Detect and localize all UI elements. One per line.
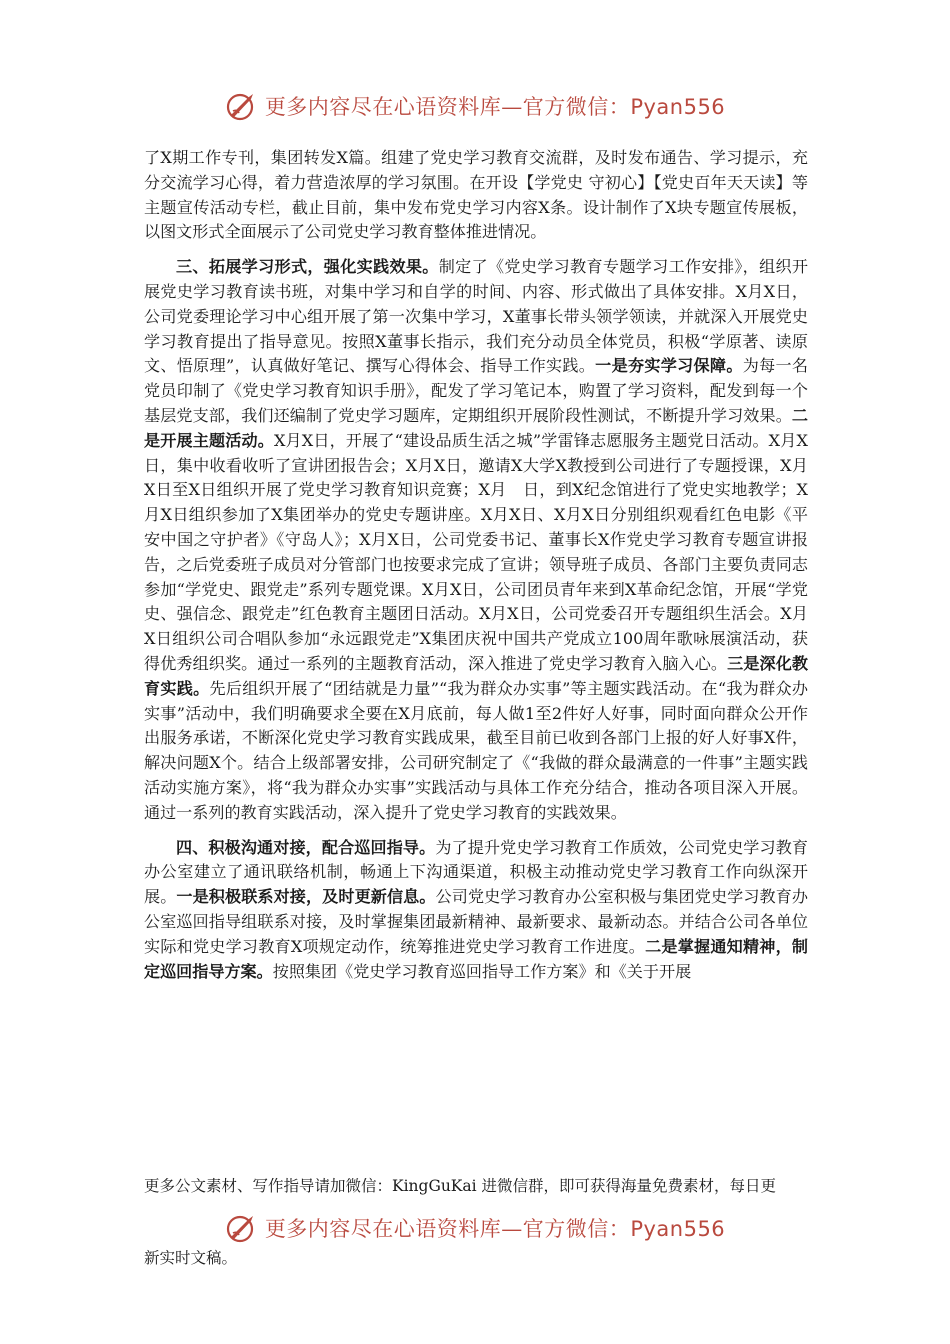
banner-account: Pyan556	[630, 95, 726, 119]
paragraph-continuation: 了X期工作专刊，集团转发X篇。组建了党史学习教育交流群，及时发布通告、学习提示，充分交流学习心得，着力营造浓厚的学习氛围。在开设【学党史 守初心】【党史百年天天读】等主题宣传活动专栏，截止目前，集中发布党史学习内容X条。设计制作了X块专题宣传展板，以图文形式全面展示了公司党史学习教育整体推进情况。	[144, 148, 808, 242]
header-banner	[0, 84, 950, 128]
section-heading: 四、积极沟通对接，配合巡回指导。	[176, 837, 436, 857]
document-body	[144, 146, 808, 984]
banner-text: 更多内容尽在心语资料库—官方微信：Pyan556	[264, 1217, 726, 1241]
paragraph-section-4: 四、积极沟通对接，配合巡回指导。为了提升党史学习教育工作质效，公司党史学习教育办公室建立了通讯联络机制，畅通上下沟通渠道，积极主动推动党史学习教育工作向纵深开展。一是积极联系对接，及时更新信息。公司党史学习教育办公室积极与集团党史学习教育办公室巡回指导组联系对接，及时掌握集团最新精神、最新要求、最新动态。并结合公司各单位实际和党史学习教育X项规定动作，统筹推进党史学习教育工作进度。二是掌握通知精神，制定巡回指导方案。按照集团《党史学习教育巡回指导工作方案》和《关于开展	[144, 837, 809, 981]
banner-text: 更多内容尽在心语资料库—官方微信：Pyan556	[264, 95, 726, 119]
brush-logo-icon	[225, 1211, 259, 1245]
section-heading: 三、拓展学习形式，强化实践效果。	[176, 257, 439, 277]
footer-banner	[0, 1206, 950, 1250]
banner-account: Pyan556	[630, 1217, 726, 1241]
footer-note-tail: 新实时文稿。	[144, 1249, 238, 1267]
paragraph-section-3: 三、拓展学习形式，强化实践效果。制定了《党史学习教育专题学习工作安排》，组织开展党史学习教育读书班，对集中学习和自学的时间、内容、形式做出了具体安排。X月X日，公司党委理论学习中心组开展了第一次集中学习，X董事长带头领学领读，并就深入开展党史学习教育提出了指导意见。按照X董事长指示，我们充分动员全体党员，积极“学原著、读原文、悟原理”，认真做好笔记、撰写心得体会、指导工作实践。一是夯实学习保障。为每一名党员印制了《党史学习教育知识手册》，配发了学习笔记本，购置了学习资料，配发到每一个基层党支部，我们还编制了党史学习题库，定期组织开展阶段性测试，不断提升学习效果。二是开展主题活动。X月X日，开展了“建设品质生活之城”学雷锋志愿服务主题党日活动。X月X日，集中收看收听了宣讲团报告会；X月X日，邀请X大学X教授到公司进行了专题授课，X月X日至X日组织开展了党史学习教育知识竞赛；X月 日，到X纪念馆进行了党史实地教学；X月X日组织参加了X集团举办的党史专题讲座。X月X日、X月X日分别组织观看红色电影《平安中国之守护者》《守岛人》；X月X日，公司党委书记、董事长X作党史学习教育专题宣讲报告，之后党委班子成员对分管部门也按要求完成了宣讲；领导班子成员、各部门主要负责同志参加“学党史、跟党走”系列专题党课。X月X日，公司团员青年来到X革命纪念馆，开展“学党史、强信念、跟党走”红色教育主题团日活动。X月X日，公司党委召开专题组织生活会。X月X日组织公司合唱队参加“永远跟党走”X集团庆祝中国共产党成立100周年歌咏展演活动，获得优秀组织奖。通过一系列的主题教育活动，深入推进了党史学习教育入脑入心。三是深化教育实践。先后组织开展了“团结就是力量”“我为群众办实事”等主题实践活动。在“我为群众办实事”活动中，我们明确要求全要在X月底前，每人做1至2件好人好事，同时面向群众公开作出服务承诺，不断深化党史学习教育实践成果，截至目前已收到各部门上报的好人好事X件，解决问题X个。结合上级部署安排，公司研究制定了《“我做的群众最满意的一件事”主题实践活动实施方案》，将“我为群众办实事”实践活动与具体工作充分结合，推动各项目深入开展。通过一系列的教育实践活动，深入提升了党史学习教育的实践效果。	[144, 257, 809, 822]
footer-note: 更多公文素材、写作指导请加微信：KingGuKai 进微信群，即可获得海量免费素材，每日更	[144, 1177, 777, 1195]
brush-logo-icon	[225, 89, 259, 123]
